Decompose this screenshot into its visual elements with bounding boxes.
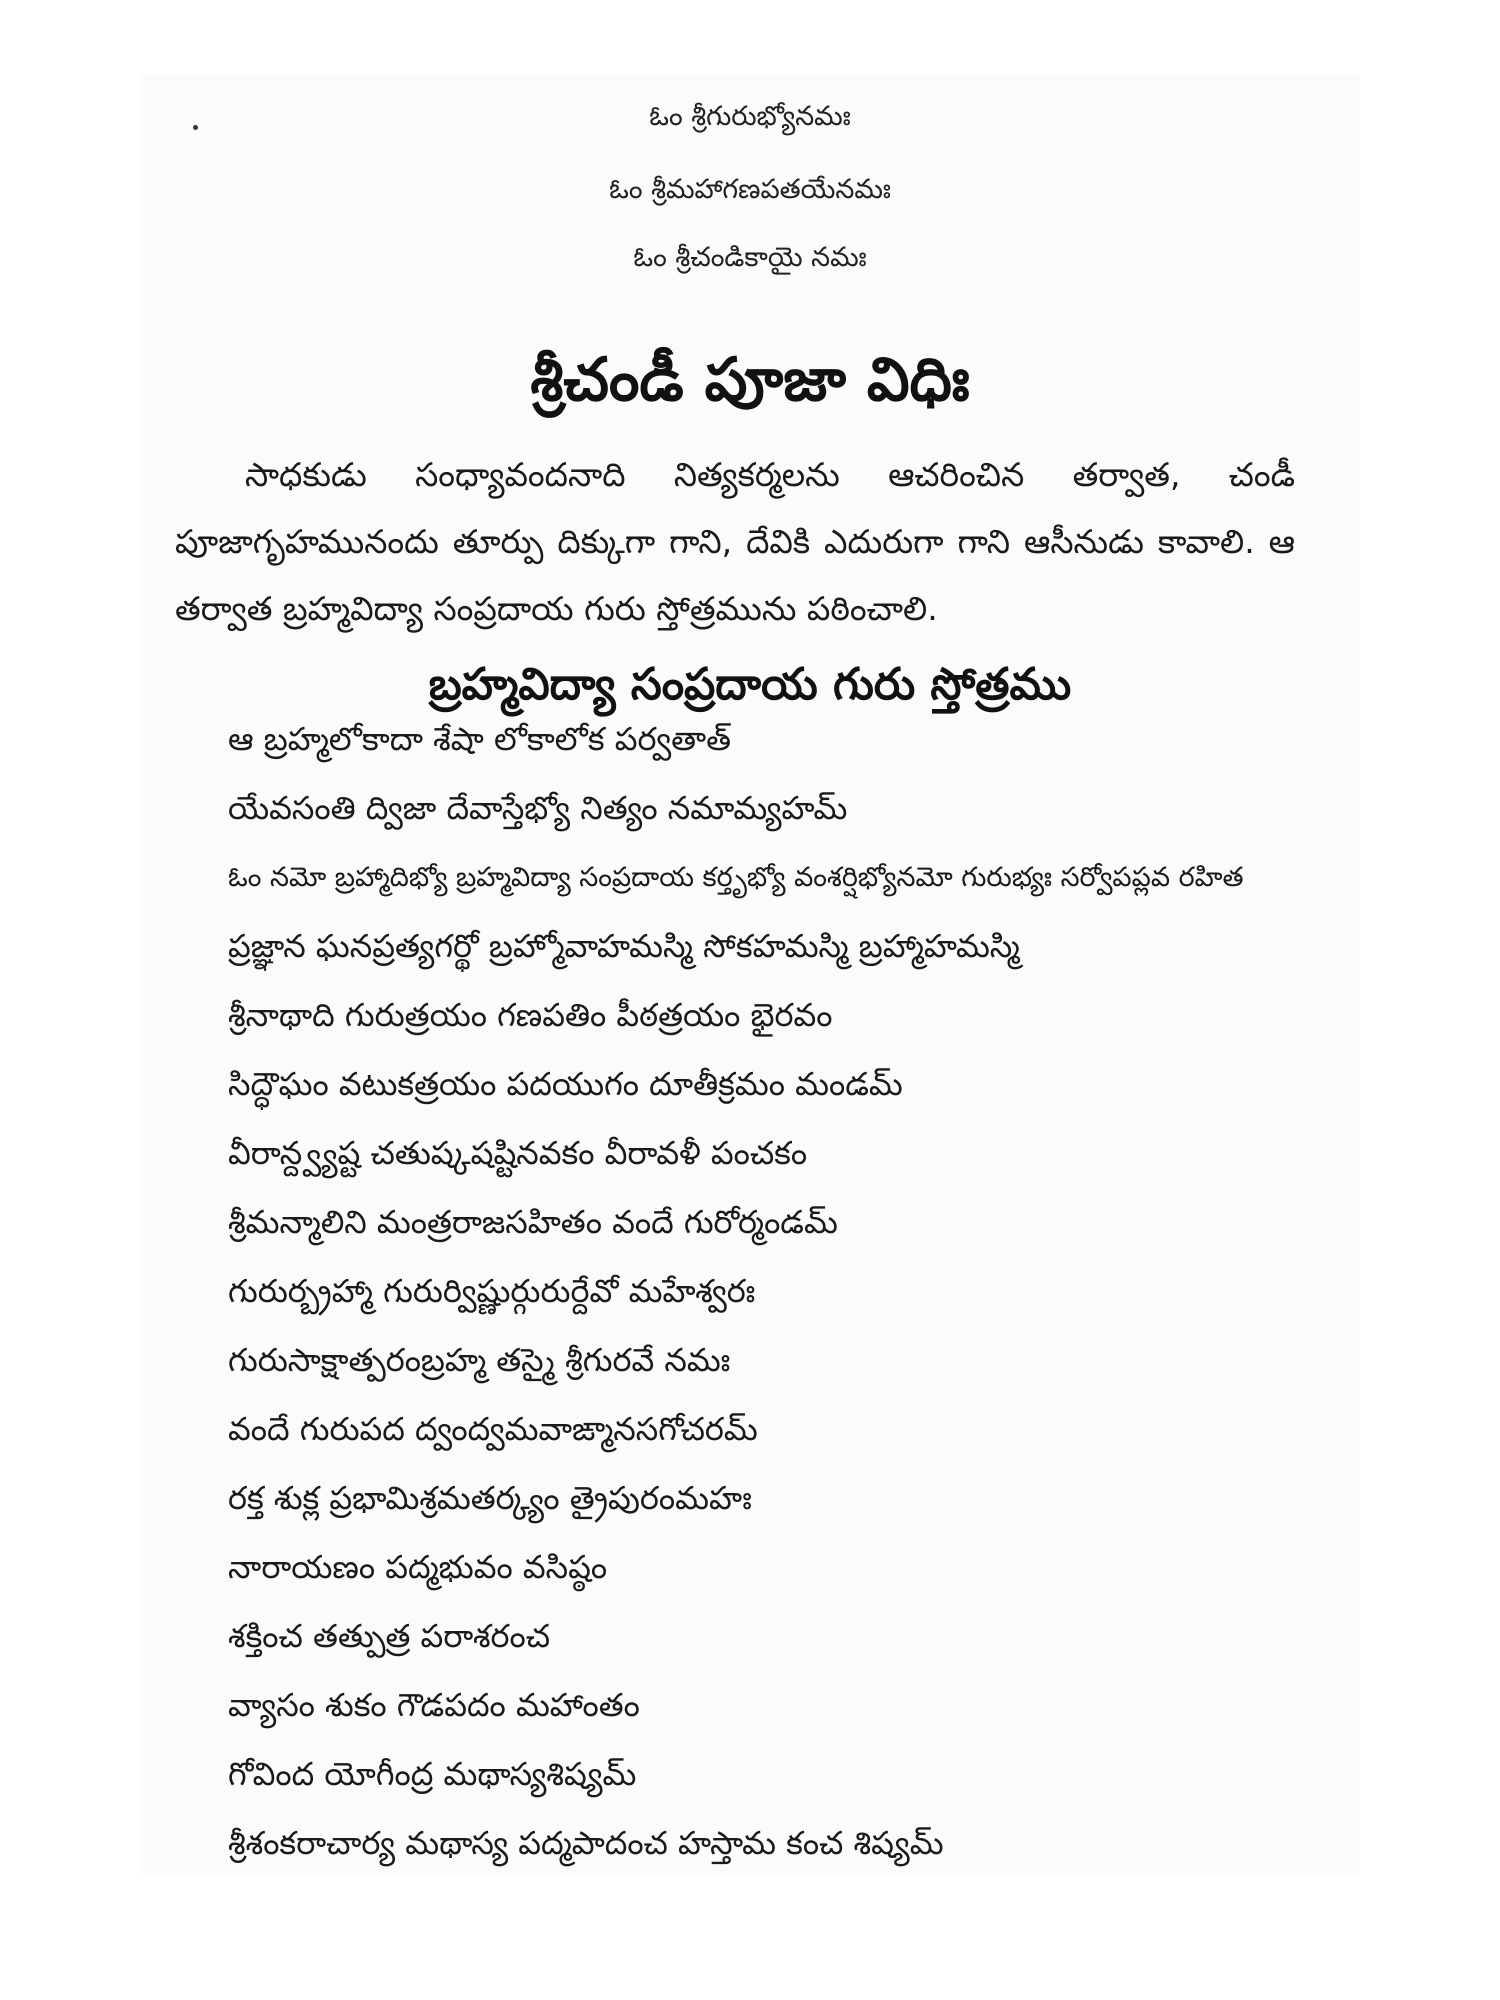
verse-line: శ్రీశంకరాచార్య మథాస్య పద్మపాదంచ హస్తామ కంచ శిష్యమ్ xyxy=(228,1824,944,1862)
invocation-line: ఓం శ్రీగురుభ్యోనమః xyxy=(649,101,851,132)
verse-line: వందే గురుపద ద్వంద్వమవాఙ్మానసగోచరమ్ xyxy=(228,1410,758,1448)
section-title: బ్రహ్మవిద్యా సంప్రదాయ గురు స్తోత్రము xyxy=(428,658,1072,710)
verse-line: సిద్ధౌఘం వటుకత్రయం పదయుగం దూతీక్రమం మండమ్ xyxy=(228,1065,903,1103)
verse-line: ఓం నమో బ్రహ్మాదిభ్యో బ్రహ్మవిద్యా సంప్రదాయ కర్తృభ్యో వంశర్షిభ్యోనమో గురుభ్యః సర్వోపప్లవ రహిత xyxy=(228,862,1244,893)
verse-line: గురుసాక్షాత్పరంబ్రహ్మ తస్మై శ్రీగురవే నమః xyxy=(228,1341,731,1379)
verse-line: గురుర్బ్రహ్మా గురుర్విష్ణుర్గురుర్దేవో మహేశ్వరః xyxy=(228,1272,756,1310)
verse-line: శ్రీమన్మాలిని మంత్రరాజసహితం వందే గురోర్మండమ్ xyxy=(228,1203,838,1241)
verse-line: రక్త శుక్ల ప్రభామిశ్రమతర్క్యం త్రైపురంమహః xyxy=(228,1479,752,1517)
verse-line: ప్రజ్ఞాన ఘనప్రత్యగర్థో బ్రహ్మోవాహమస్మి సోకహమస్మి బ్రహ్మాహమస్మి xyxy=(228,927,1020,965)
verse-line: నారాయణం పద్మభువం వసిష్ఠం xyxy=(228,1548,608,1586)
invocation-line: ఓం శ్రీచండికాయై నమః xyxy=(633,242,867,273)
intro-paragraph: సాధకుడు సంధ్యావందనాది నిత్యకర్మలను ఆచరించిన తర్వాత, చండీ పూజాగృహమునందు తూర్పు దిక్కుగా గాని, దేవికి ఎదురుగా గాని ఆసీనుడు కావాలి. ఆ తర్వాత బ్రహ్మవిద్యా సంప్రదాయ గురు స్తోత్రమును పఠించాలి. xyxy=(175,455,1295,628)
verse-line: శ్రీనాథాది గురుత్రయం గణపతిం పీఠత్రయం భైరవం xyxy=(228,996,833,1034)
verse-line: వ్యాసం శుకం గౌడపదం మహాంతం xyxy=(228,1686,640,1724)
verse-line: యేవసంతి ద్విజా దేవాస్తేభ్యో నిత్యం నమామ్యహమ్ xyxy=(228,789,848,827)
verse-line: వీరాన్ద్వ్యష్ట చతుష్కషష్టినవకం వీరావళీ పంచకం xyxy=(228,1134,808,1172)
verse-line: ఆ బ్రహ్మలోకాదా శేషా లోకాలోక పర్వతాత్ xyxy=(228,720,731,758)
verse-line: గోవింద యోగీంద్ర మథాస్యశిష్యమ్ xyxy=(228,1755,637,1793)
invocation-line: ఓం శ్రీమహాగణపతయేనమః xyxy=(609,174,891,205)
page-title: శ్రీచండీ పూజా విధిః xyxy=(530,345,970,416)
verse-list xyxy=(228,705,1338,1878)
verse-line: శక్తించ తత్పుత్ర పరాశరంచ xyxy=(228,1617,551,1655)
